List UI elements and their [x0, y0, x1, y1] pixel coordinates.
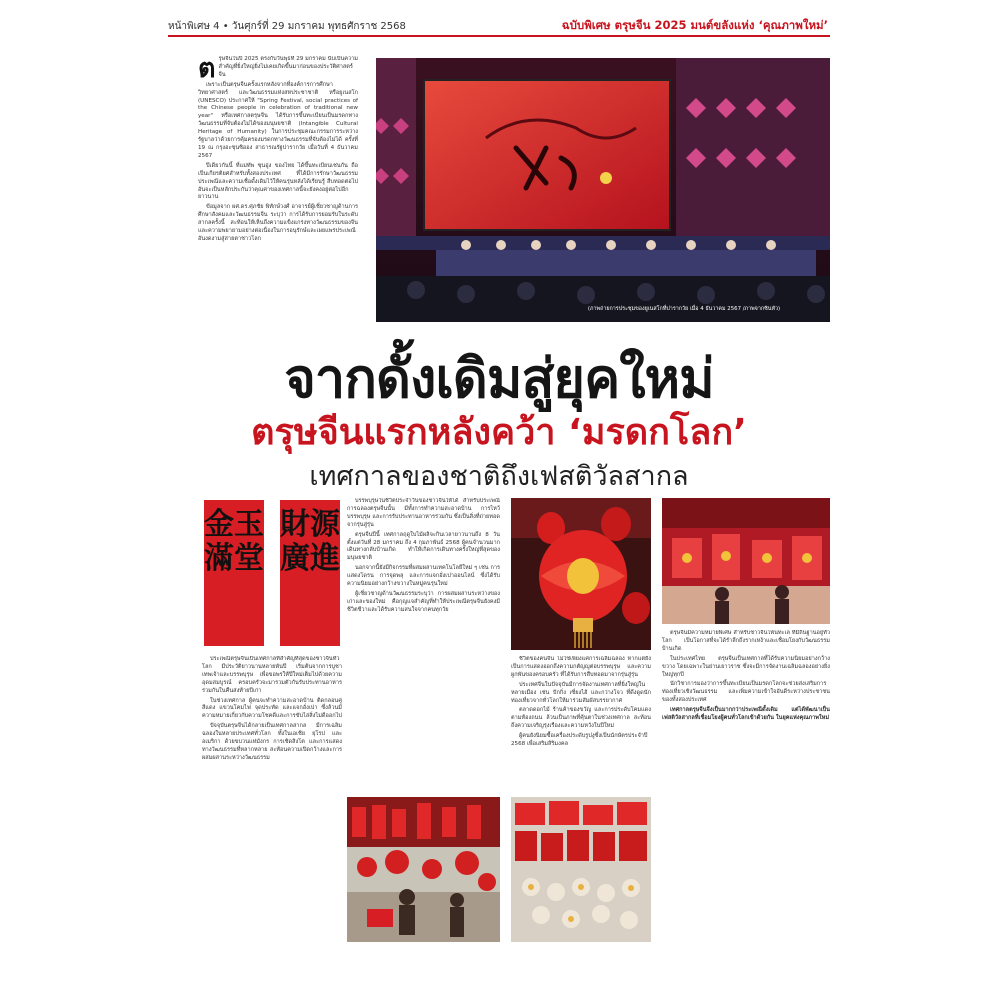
- decorations-photo: [511, 797, 651, 942]
- page-header-left: หน้าพิเศษ 4 • วันศุกร์ที่ 29 มกราคม พุทธศักราช 2568: [168, 21, 406, 32]
- unesco-conference-photo: [376, 58, 830, 322]
- article-paragraph: ปัจจุบันตรุษจีนได้กลายเป็นเทศกาลสากล มีการเฉลิมฉลองในหลายประเทศทั่วโลก ทั้งในเอเชีย ยุโรป และอเมริกา ด้วยขบวนแห่มังกร การเชิดสิงโต และการแสดงทางวัฒนธรรมที่หลากหลาย สะท้อนความเปิดกว้างและการผสมผสานระหว่างวัฒนธรรม: [202, 723, 342, 761]
- lantern-scene: [511, 498, 651, 650]
- article-paragraph: ประเทศจีนในปัจจุบันมีการจัดงานเทศกาลที่ยิ่งใหญ่ในหลายเมือง เช่น ปักกิ่ง เซี่ยงไฮ้ และกว่างโจว ที่ดึงดูดนักท่องเที่ยวจากทั่วโลกให้มาร่วมสัมผัสบรรยากาศ: [511, 681, 651, 704]
- left-couplet-text: 金玉滿堂: [204, 507, 264, 576]
- article-paragraph: ผู้เชี่ยวชาญด้านวัฒนธรรมระบุว่า การผสมผสานระหว่างของเก่าและของใหม่ คือกุญแจสำคัญที่ทำให้ประเพณีตรุษจีนยังคงมีชีวิตชีวาและได้รับความสนใจจากคนทุกวัย: [347, 590, 500, 613]
- article-paragraph: เทศกาลตรุษจีนจึงเป็นมากกว่าประเพณีดั้งเดิม แต่ได้พัฒนาเป็นเฟสติวัลสากลที่เชื่อมโยงผู้คนทั่วโลกเข้าด้วยกัน ในยุคแห่งคุณภาพใหม่: [662, 707, 830, 722]
- intro-column: [198, 56, 358, 346]
- right-couplet-text: 財源廣進: [280, 507, 340, 576]
- article-paragraph: ในช่วงเทศกาล ผู้คนจะทำความสะอาดบ้าน ติดกลอนคู่สีแดง แขวนโคมไฟ จุดประทัด และแจกอั่งเปา ซึ่งล้วนมีความหมายเกี่ยวกับความโชคดีและการขับไล่สิ่งไม่ดีออกไป: [202, 697, 342, 720]
- article-paragraph: ประเพณีตรุษจีนเป็นเทศกาลที่สำคัญที่สุดของชาวจีนทั่วโลก มีประวัติยาวนานหลายพันปี เริ่มต้นจากการบูชาเทพเจ้าและบรรพบุรุษ เพื่อขอพรให้ปีใหม่เต็มไปด้วยความอุดมสมบูรณ์ ครอบครัวจะมารวมตัวกันรับประทานอาหารร่วมกันในคืนส่งท้ายปีเก่า: [202, 656, 342, 694]
- market-photo: [347, 797, 500, 942]
- intro-paragraph: ข้อมูลจาก ผศ.ดร.ศุภชัย พิทักษ์วงศ์ อาจารย์ผู้เชี่ยวชาญด้านการศึกษาสังคมและวัฒนธรรมจีน ระบุว่า การได้รับการยอมรับในระดับสากลครั้งนี้ สะท้อนให้เห็นถึงความแข็งแกร่งทางวัฒนธรรมของจีน และความพยายามอย่างต่อเนื่องในการอนุรักษ์และเผยแพร่ประเพณีอันงดงามสู่สายตาชาวโลก: [198, 204, 358, 242]
- article-column-3: [347, 498, 500, 794]
- article-paragraph: ผู้คนยังนิยมซื้อเครื่องประดับรูปงูซึ่งเป็นนักษัตรประจำปี 2568 เพื่อเสริมสิริมงคล: [511, 733, 648, 748]
- article-paragraph: ตรุษจีนมีความหมายพิเศษ สำหรับชาวจีนโพ้นทะเล ที่มีถิ่นฐานอยู่ทั่วโลก เป็นโอกาสที่จะได้รำลึกถึงรากเหง้าและเชื่อมโยงกับวัฒนธรรมบ้านเกิด: [662, 630, 830, 652]
- main-headline: จากดั้งเดิมสู่ยุคใหม่: [284, 347, 714, 410]
- header-rule: [168, 35, 830, 37]
- article-paragraph: นอกจากนี้ยังมีกิจกรรมที่ผสมผสานเทคโนโลยีใหม่ ๆ เช่น การแสดงโดรน การจุดพลุ และการแจกอั่งเปาออนไลน์ ซึ่งได้รับความนิยมอย่างกว้างขวางในหมู่คนรุ่นใหม่: [347, 565, 500, 588]
- conference-scene: [376, 58, 830, 322]
- deck-headline: เทศกาลของชาติถึงเฟสติวัลสากล: [309, 461, 689, 492]
- decorations-scene: [511, 797, 651, 942]
- intro-paragraph: ปีเดียวกันนี้ ที่แม่ทัพ ซุนอู่ง ของไทย ได้ขึ้นทะเบียนเช่นกัน ถือเป็นเกียรติยศสำหรับทั้งสองประเทศ ที่ได้มีการรักษาวัฒนธรรม ประเพณีและความเชื่อดั้งเดิมไว้ให้คนรุ่นหลังได้เรียนรู้ สืบทอดต่อไป อันจะเป็นหลักประกันว่าคุณค่าของเทศกาลนี้จะยังคงอยู่ต่อไปอีกยาวนาน: [198, 162, 358, 201]
- shopping-scene: [662, 498, 830, 624]
- article-column-2: [202, 656, 342, 942]
- lantern-photo: [511, 498, 651, 650]
- intro-paragraph: รุษจีนในปี 2025 ตรงกับวันพุธที่ 29 มกราคม นับเป็นความสำคัญที่ยิ่งใหญ่ยิ่งไม่เคยเกิดขึ้นมาก่อนของประวัติศาสตร์จีน: [218, 56, 358, 78]
- article-paragraph: ตรุษจีนปีนี้ เทศกาลฤดูใบไม้ผลิจะกินเวลายาวนานถึง 8 วัน ตั้งแต่วันที่ 28 มกราคม ถึง 4 กุมภาพันธ์ 2568 ผู้คนจำนวนมากเดินทางกลับบ้านเกิด ทำให้เกิดการเดินทางครั้งใหญ่ที่สุดของมนุษยชาติ: [347, 531, 500, 562]
- sub-headline: ตรุษจีนแรกหลังคว้า ‘มรดกโลก’: [251, 412, 747, 453]
- drop-cap: ต: [198, 56, 216, 84]
- top-photo-caption: (ภาพถ่ายการประชุมของยูเนสโกที่ปารากวัย เมื่อ 4 ธันวาคม 2567 /ภาพจากซินหัว): [587, 306, 781, 312]
- market-scene: [347, 797, 500, 942]
- shopping-photo: [662, 498, 830, 624]
- article-column-5: [662, 630, 830, 942]
- article-paragraph: ชีวิตของคนจีน ไม่ใช่เพียงแค่การเฉลิมฉลอง หากแต่ยังเป็นการแสดงออกถึงความกตัญญูต่อบรรพบุรุษ และความผูกพันของครอบครัว ที่ได้รับการสืบทอดมาจากรุ่นสู่รุ่น: [511, 656, 651, 678]
- article-paragraph: นักวิชาการมองว่าการขึ้นทะเบียนเป็นมรดกโลกจะช่วยส่งเสริมการท่องเที่ยวเชิงวัฒนธรรม และเพิ่มความเข้าใจอันดีระหว่างประชาชนของทั้งสองประเทศ: [662, 681, 830, 704]
- article-column-4: [511, 656, 651, 794]
- couplet-photo: [202, 498, 342, 650]
- page-header-right: ฉบับพิเศษ ตรุษจีน 2025 มนต์ขลังแห่ง ‘คุณภาพใหม่’: [561, 18, 828, 32]
- article-paragraph: ตลาดดอกไม้ ร้านค้าของขวัญ และการประดับโคมแดงตามท้องถนน ล้วนเป็นภาพที่คุ้นตาในช่วงเทศกาล สะท้อนถึงความเจริญรุ่งเรืองและความหวังในปีใหม่: [511, 707, 651, 730]
- article-paragraph: บรรพบุรุษในชีวิตประจำวันของชาวจีนให้ได้ สำหรับประเพณีการฉลองตรุษจีนนั้น มีทั้งการทำความสะอาดบ้าน การไหว้บรรพบุรุษ และการรับประทานอาหารร่วมกัน ซึ่งเป็นสิ่งที่ถ่ายทอดจากรุ่นสู่รุ่น: [347, 498, 500, 528]
- article-paragraph: ในประเทศไทย ตรุษจีนเป็นเทศกาลที่ได้รับความนิยมอย่างกว้างขวาง โดยเฉพาะในย่านเยาวราช ซึ่งจะมีการจัดงานเฉลิมฉลองอย่างยิ่งใหญ่ทุกปี: [662, 655, 830, 678]
- intro-paragraph: เพราะเป็นตรุษจีนครั้งแรกหลังจากที่องค์การการศึกษา วิทยาศาสตร์ และวัฒนธรรมแห่งสหประชาชาติ หรือยูเนสโก (UNESCO) ประกาศให้ "Spring Festival, social practices of the Chinese people in celebration of traditional new year" หรือเทศกาลตรุษจีน ได้รับการขึ้นทะเบียนเป็นมรดกทางวัฒนธรรมที่จับต้องไม่ได้ของมนุษยชาติ (Intangible Cultural Heritage of Humanity) ในการประชุมคณะกรรมการระหว่างรัฐบาลว่าด้วยการคุ้มครองมรดกทางวัฒนธรรมที่จับต้องไม่ได้ ครั้งที่ 19 ณ กรุงอะซุนซิออง สาธารณรัฐปารากวัย เมื่อวันที่ 4 ธันวาคม 2567: [198, 81, 358, 159]
